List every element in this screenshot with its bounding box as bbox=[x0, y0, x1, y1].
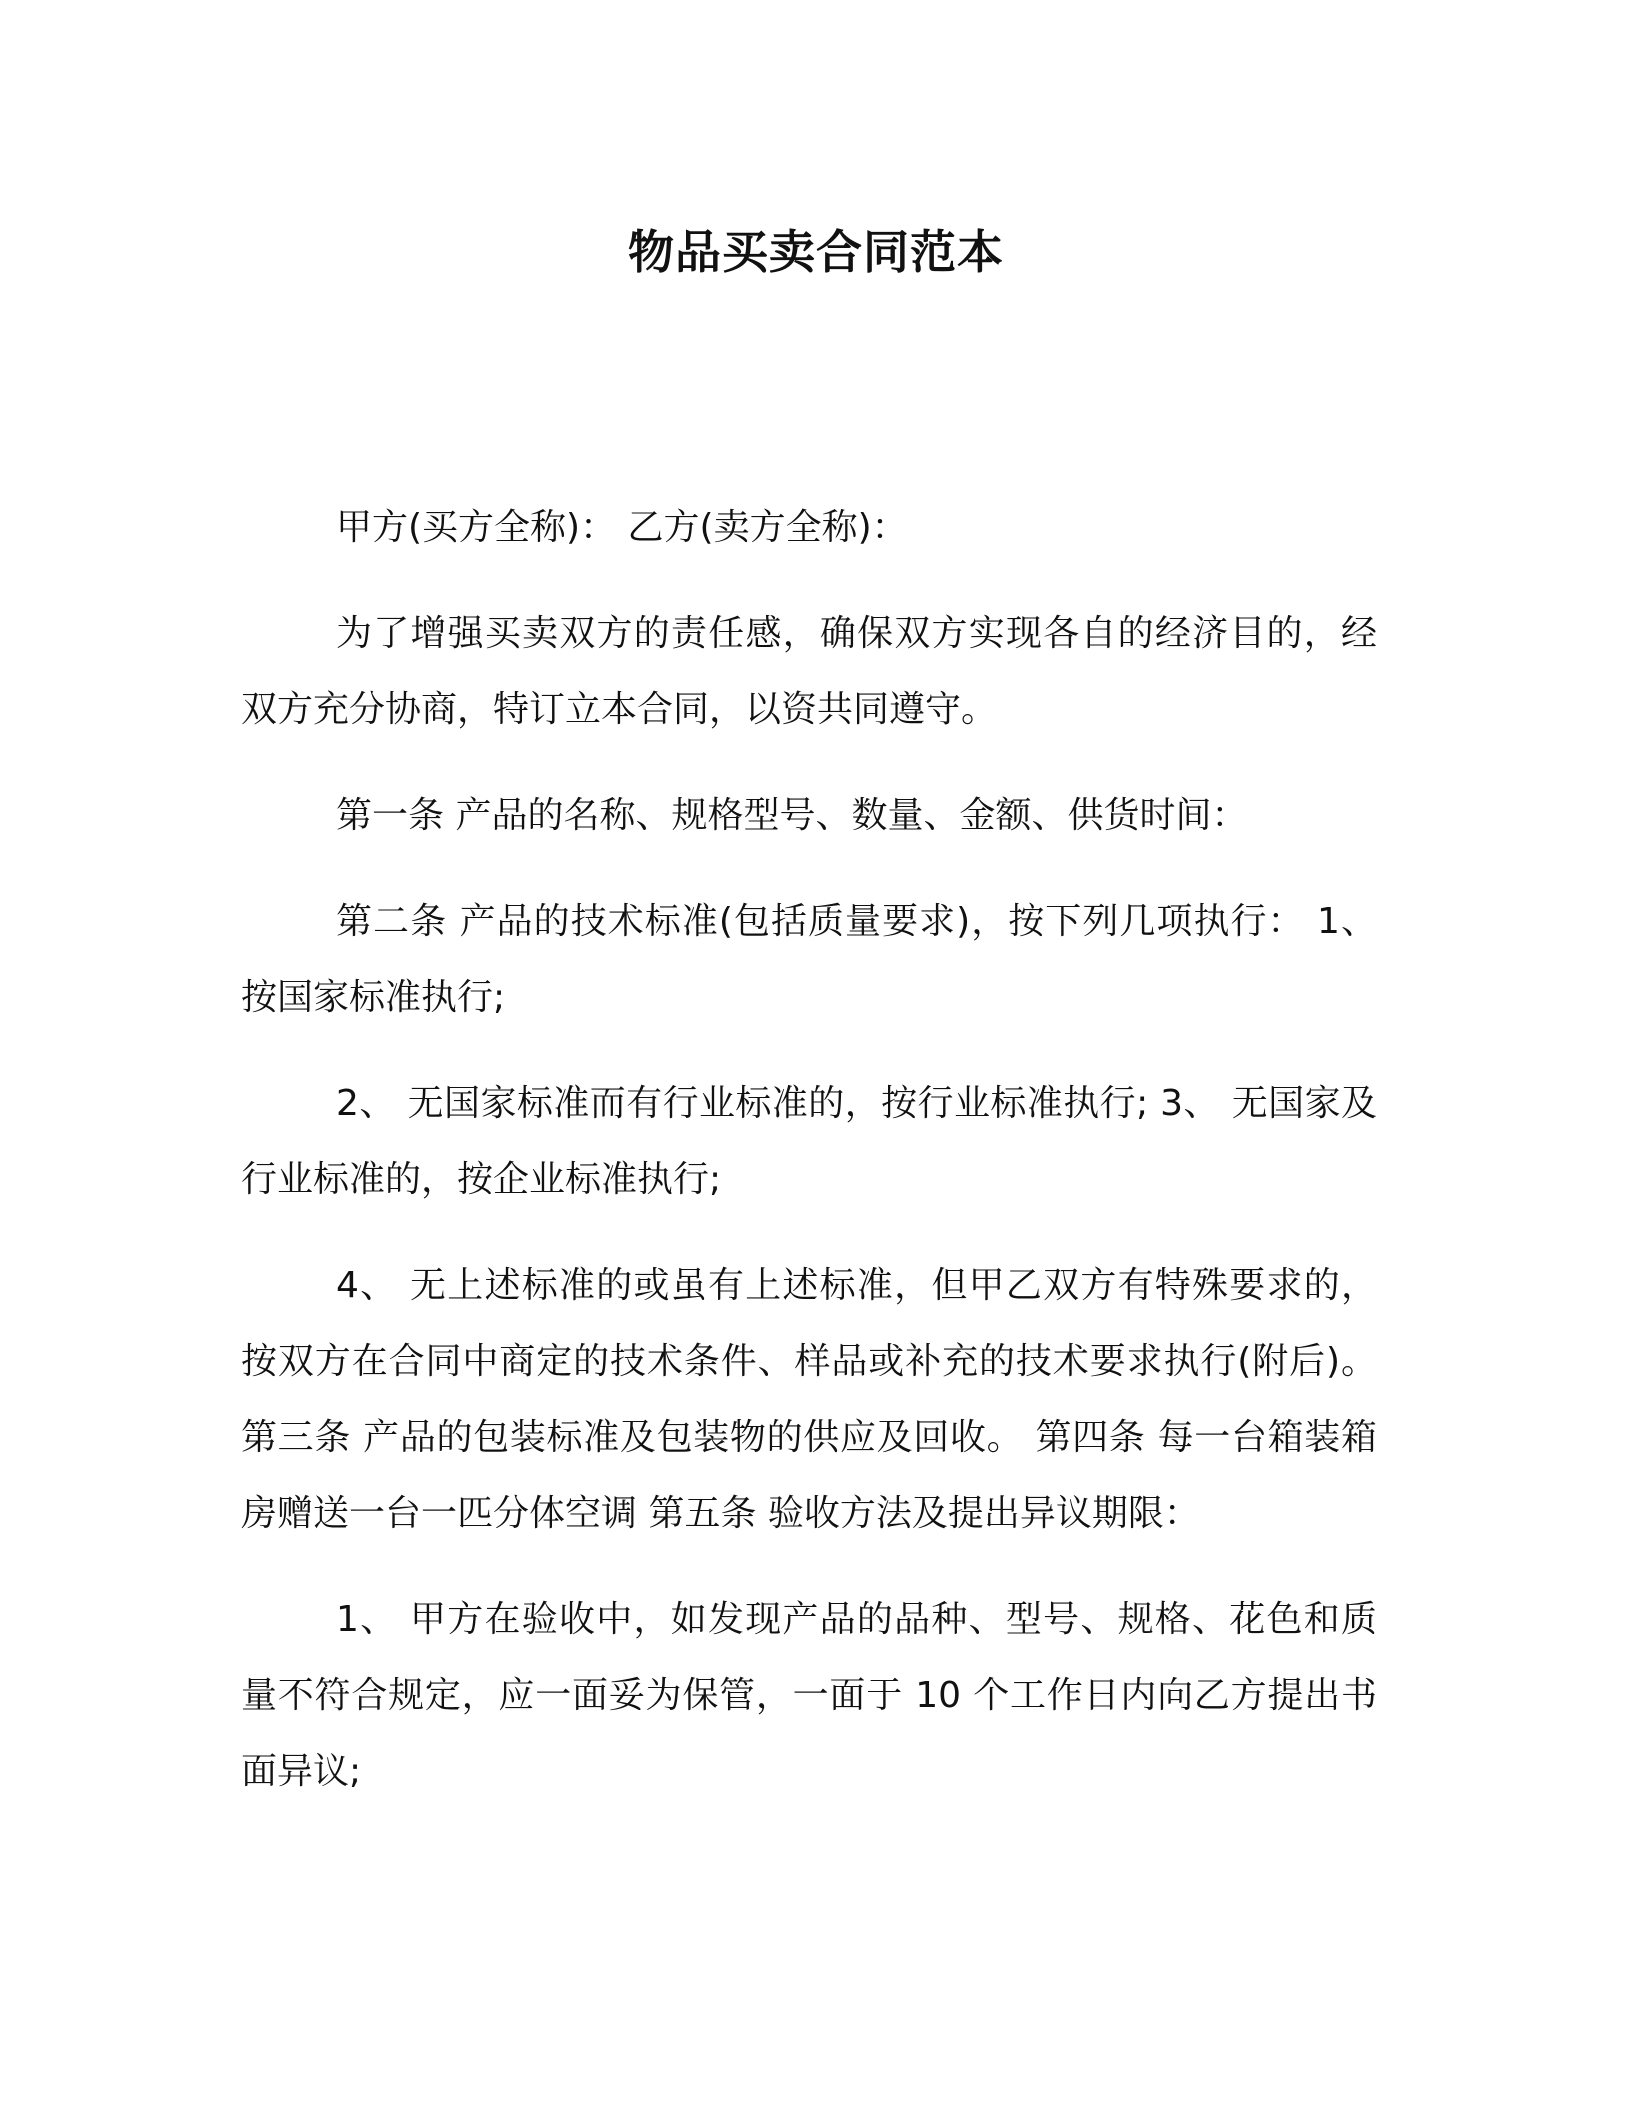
document-title: 物品买卖合同范本 bbox=[628, 225, 1004, 279]
document-body bbox=[241, 490, 1377, 1810]
paragraph-article-2: 第二条 产品的技术标准(包括质量要求)，按下列几项执行： 1、按国家标准执行; bbox=[241, 901, 1377, 1018]
paragraph-standards-2-3: 2、 无国家标准而有行业标准的，按行业标准执行; 3、 无国家及行业标准的，按企业标准执行; bbox=[241, 1083, 1377, 1200]
paragraph-inspection-1: 1、 甲方在验收中，如发现产品的品种、型号、规格、花色和质量不符合规定，应一面妥为保管，一面于 10 个工作日内向乙方提出书面异议; bbox=[241, 1599, 1377, 1792]
paragraph-standards-4-articles: 4、 无上述标准的或虽有上述标准，但甲乙双方有特殊要求的，按双方在合同中商定的技术条件、样品或补充的技术要求执行(附后)。 第三条 产品的包装标准及包装物的供应及回收。 第四条 每一台箱装箱房赠送一台一匹分体空调 第五条 验收方法及提出异议期限： bbox=[241, 1265, 1377, 1534]
paragraph-parties: 甲方(买方全称)： 乙方(卖方全称)： bbox=[336, 507, 908, 548]
paragraph-preamble: 为了增强买卖双方的责任感，确保双方实现各自的经济目的，经双方充分协商，特订立本合同，以资共同遵守。 bbox=[241, 613, 1377, 730]
paragraph-article-1: 第一条 产品的名称、规格型号、数量、金额、供货时间： bbox=[336, 795, 1248, 836]
